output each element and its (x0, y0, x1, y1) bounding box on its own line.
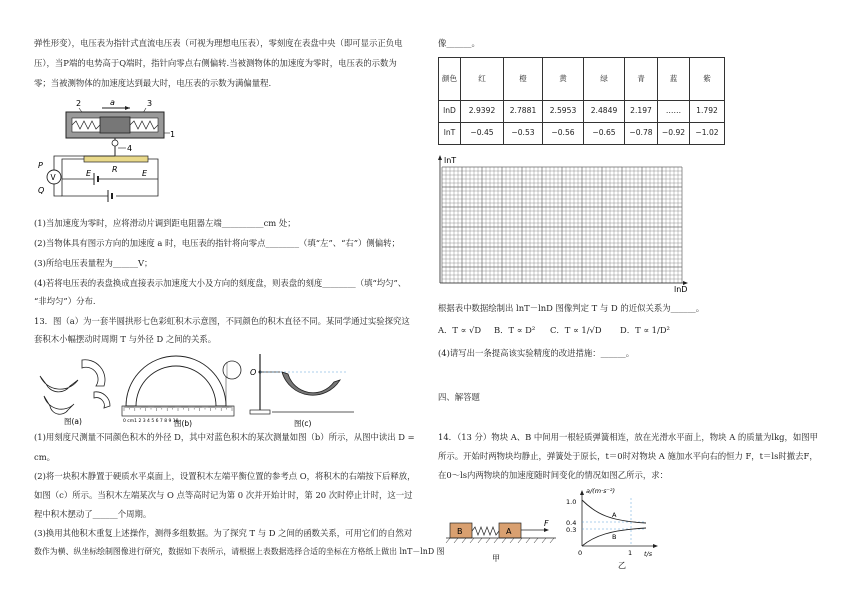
graph-paper (438, 155, 698, 293)
fig14-curve-A: A (612, 511, 617, 519)
fig14-block-B: B (457, 527, 463, 536)
fig13-caption-c: 图(c) (294, 419, 312, 428)
table-cell: 2.197 (625, 101, 658, 123)
table-cell: −0.45 (461, 123, 504, 145)
section-heading: 四、解答题 (438, 392, 480, 402)
q13-intro-1: 13．图（a）为一套半圆拱形七色彩虹积木示意图，不同颜色的积木直径不同。某同学通过实验探究这 (34, 316, 410, 326)
fig1-label-1: 1 (170, 130, 176, 139)
q12-part2: (2)当物体具有图示方向的加速度 a 时，电压表的指针将向零点________（填“左”、“右”）侧偏转； (34, 238, 400, 248)
q12-part1: (1)当加速度为零时，应将滑动片调到距电阻器左端__________cm 处； (34, 218, 296, 228)
fig1-label-2: 2 (76, 99, 82, 108)
fig13-caption-a: 图(a) (64, 417, 82, 426)
acceleration-time-graph (566, 484, 676, 570)
q13-part2: (2)将一块积木静置于硬质水平桌面上，设置积木左端平衡位置的参考点 O，将积木的右端按下后释放， (34, 471, 416, 481)
table-cell: −0.53 (504, 123, 543, 145)
table-cell: 青 (625, 58, 658, 101)
q14-line-2: 所示。开始时两物块均静止，弹簧处于原长，t＝0时对物块 A 施加水平向右的恒力 F，t＝ls时撤去F， (438, 451, 818, 461)
fig1-label-E1: E (86, 169, 92, 178)
table-cell: 2.9392 (461, 101, 504, 123)
q13-part3-end: 像______。 (438, 38, 480, 48)
q13-part4: (4)请写出一条提高该实验精度的改进措施：______。 (438, 348, 635, 358)
fig14-block-A: A (506, 527, 512, 536)
q13-part1: (1)用刻度尺测量不同颜色积木的外径 D，其中对蓝色积木的某次测量如图（b）所示，从图中读出 D = (34, 432, 415, 442)
fig14-t-0: 0 (578, 549, 583, 557)
table-cell: 橙 (504, 58, 543, 101)
data-table (438, 57, 725, 145)
option-c: C．T ∝ 1/√D (550, 325, 602, 335)
fig13-ruler-scale: 0 cm1 2 3 4 5 6 7 8 9 10 (123, 419, 179, 424)
fig14-yaxis-label: a/(m·s⁻²) (586, 487, 616, 495)
table-cell: 2.7881 (504, 101, 543, 123)
grid-ylabel: lnT (444, 156, 457, 165)
accelerometer-circuit-figure (34, 96, 174, 204)
intro-line-2: 压），当P端的电势高于Q端时，指针向零点右侧偏转.当被测物体的加速度为零时，电压表的示数为 (34, 58, 397, 68)
fig14-y-03: 0.3 (566, 526, 577, 534)
table-cell: lnD (439, 101, 461, 123)
intro-line-3: 零；当被测物体的加速度达到最大时，电压表的示数为满偏量程. (34, 78, 272, 88)
fig14-curve-B: B (612, 533, 617, 541)
grid-xlabel: lnD (674, 285, 688, 294)
table-cell: 绿 (584, 58, 625, 101)
q12-part3: (3)所给电压表量程为______V； (34, 258, 153, 268)
table-cell: 2.5953 (543, 101, 584, 123)
table-cell: 2.4849 (584, 101, 625, 123)
table-cell: 紫 (690, 58, 725, 101)
fig14-caption-jia: 甲 (492, 554, 500, 563)
q12-part4: (4)若将电压表的表盘换成直接表示加速度大小及方向的刻度盘，则表盘的刻度________（填“均匀”、 (34, 278, 407, 288)
table-row (439, 58, 725, 101)
fig1-label-R: R (112, 165, 118, 174)
table-cell: −0.92 (658, 123, 690, 145)
table-cell: lnT (439, 123, 461, 145)
q13-intro-2: 套积木小幅摆动时周期 T 与外径 D 之间的关系。 (34, 334, 217, 344)
fig1-label-Q: Q (38, 186, 45, 195)
q13-part3-cont: 数作为横、纵坐标绘制图像进行研究，数据如下表所示，请根据上表数据选择合适的坐标在方格纸上做出 lnT－lnD 图 (34, 547, 445, 556)
table-cell: 蓝 (658, 58, 690, 101)
rainbow-blocks-figure (34, 346, 364, 428)
table-cell: 颜色 (439, 58, 461, 101)
q14-line-3: 在0～ls内两物块的加速度随时间变化的情况如图乙所示，求： (438, 470, 669, 480)
table-cell: −1.02 (690, 123, 725, 145)
option-d: D．T ∝ 1/D² (620, 325, 670, 335)
q13-judge: 根据表中数据绘制出 lnT－lnD 图像判定 T 与 D 的近似关系为______。 (438, 303, 705, 313)
table-cell: 红 (461, 58, 504, 101)
table-row (439, 123, 725, 145)
blocks-spring-figure (446, 515, 564, 565)
fig14-t-1: 1 (628, 549, 633, 557)
fig14-y-04: 0.4 (566, 519, 577, 527)
fig14-y-1: 1.0 (566, 498, 577, 506)
grid-lines (442, 167, 682, 283)
fig1-label-E2: E (142, 169, 148, 178)
fig14-caption-yi: 乙 (618, 561, 626, 570)
fig14-force-F: F (544, 519, 549, 528)
q13-part2-cont: 如图（c）所示。当积木左端某次与 O 点等高时记为第 0 次并开始计时，第 20 次时停止计时，这一过 (34, 490, 413, 500)
table-cell: 1.792 (690, 101, 725, 123)
fig14-t-unit: t/s (644, 550, 653, 558)
table-cell: −0.56 (543, 123, 584, 145)
q13-part1-cont: cm。 (34, 452, 56, 462)
table-cell: 黄 (543, 58, 584, 101)
q13-part2-end: 程中积木摆动了______个周期。 (34, 509, 152, 519)
table-cell: −0.78 (625, 123, 658, 145)
q13-part3: (3)换用其他积木重复上述操作，测得多组数据。为了探究 T 与 D 之间的函数关系，可用它们的自然对 (34, 528, 413, 538)
option-a: A．T ∝ √D (438, 325, 482, 335)
table-cell: −0.65 (584, 123, 625, 145)
table-row (439, 101, 725, 123)
fig1-label-4: 4 (127, 144, 133, 153)
table-cell: …… (658, 101, 690, 123)
fig1-label-3: 3 (147, 99, 153, 108)
q12-part4-cont: “非均匀”）分布. (34, 296, 96, 306)
fig13-label-O: O (250, 368, 257, 377)
q14-line-1: 14．（13 分）物块 A、B 中间用一根轻质弹簧相连，放在光滑水平面上，物块 A 的质量为lkg，如图甲 (438, 432, 819, 442)
fig13-caption-b: 图(b) (174, 419, 193, 428)
fig1-label-a: a (110, 98, 115, 107)
option-b: B．T ∝ D² (494, 325, 536, 335)
intro-line-1: 弹性形变），电压表为指针式直流电压表（可视为理想电压表），零刻度在表盘中央（即可显示正负电 (34, 38, 403, 48)
fig1-label-V: V (50, 173, 56, 182)
fig1-label-P: P (38, 161, 43, 170)
